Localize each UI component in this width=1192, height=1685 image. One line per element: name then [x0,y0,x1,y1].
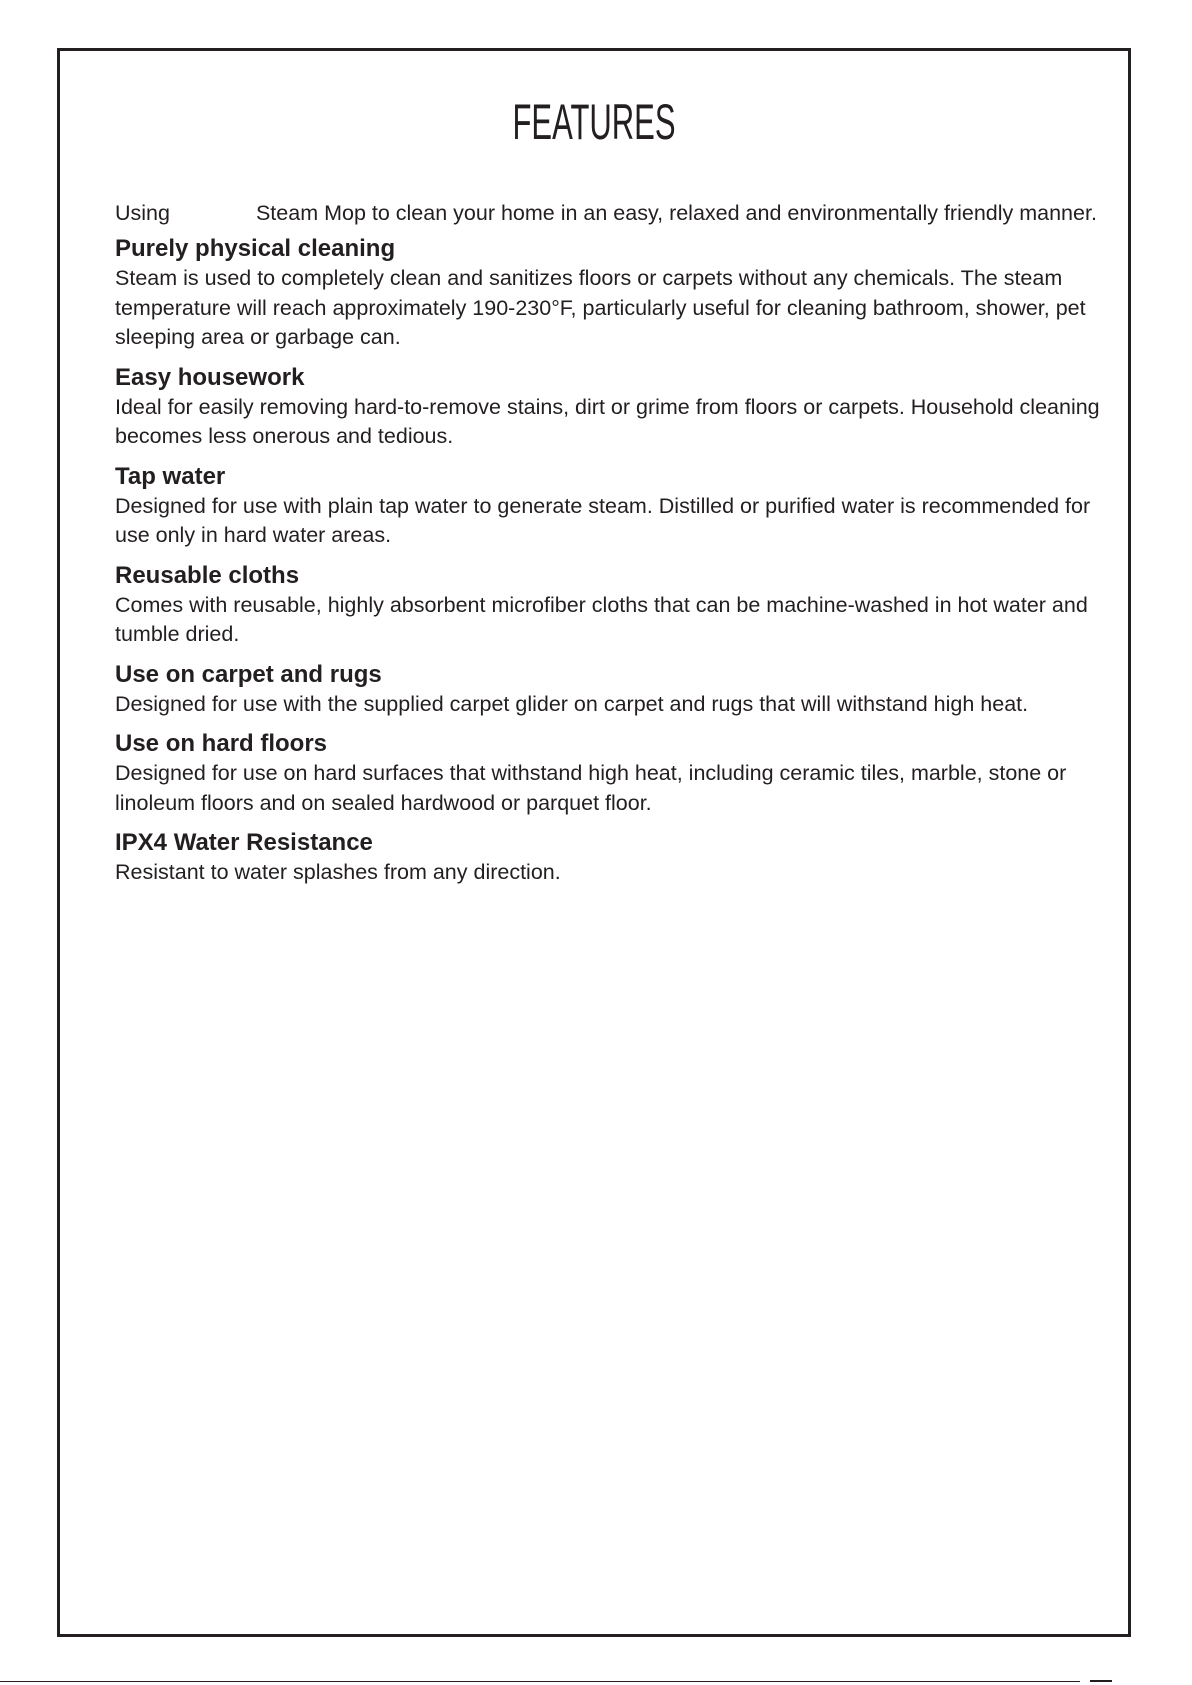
intro-text-end: Steam Mop to clean your home in an easy, relaxed and environmentally friendly manner. [255,201,1097,225]
feature-description: Steam is used to completely clean and sanitizes floors or carpets without any chemicals. The steam temperature will reach approximately 190-230°F, particularly useful for cleaning bathroom, shower, pet sleeping area or garbage can. [115,266,1086,349]
feature-description: Comes with reusable, highly absorbent microfiber cloths that can be machine-washed in hot water and tumble dried. [115,592,1088,646]
footer-mark [1090,1680,1112,1682]
feature-description: Resistant to water splashes from any direction. [115,860,561,884]
feature-heading: Easy housework [115,363,305,391]
feature-section-reusable-cloths [115,561,1105,650]
feature-heading: Reusable cloths [115,561,300,589]
intro-text-start: Using [115,201,170,225]
page-frame [57,48,1131,1637]
feature-heading: Purely physical cleaning [115,235,396,262]
feature-description: Designed for use with plain tap water to generate steam. Distilled or purified water is recommended for use only in hard water areas. [115,493,1091,547]
feature-section-ipx4-water-resistance [115,828,1105,888]
feature-section-purely-physical-cleaning [115,234,1105,353]
features-content [115,199,1105,898]
feature-description: Ideal for easily removing hard-to-remove stains, dirt or grime from floors or carpets. Household cleaning becomes less onerous and tedious. [115,394,1100,448]
intro-paragraph [115,199,1105,228]
feature-description: Designed for use with the supplied carpet glider on carpet and rugs that will withstand high heat. [115,691,1029,716]
page-title: FEATURES [512,94,676,150]
feature-section-hard-floors [115,729,1105,818]
feature-section-tap-water [115,462,1105,551]
feature-section-carpet-and-rugs [115,660,1105,720]
footer-rule [0,1681,1080,1682]
feature-heading: Use on carpet and rugs [115,660,382,688]
feature-section-easy-housework [115,363,1105,452]
feature-description: Designed for use on hard surfaces that withstand high heat, including ceramic tiles, marble, stone or linoleum floors and on sealed hardwood or parquet floor. [115,761,1067,815]
feature-heading: Use on hard floors [115,730,328,757]
feature-heading: Tap water [115,462,226,490]
feature-heading: IPX4 Water Resistance [115,829,373,856]
